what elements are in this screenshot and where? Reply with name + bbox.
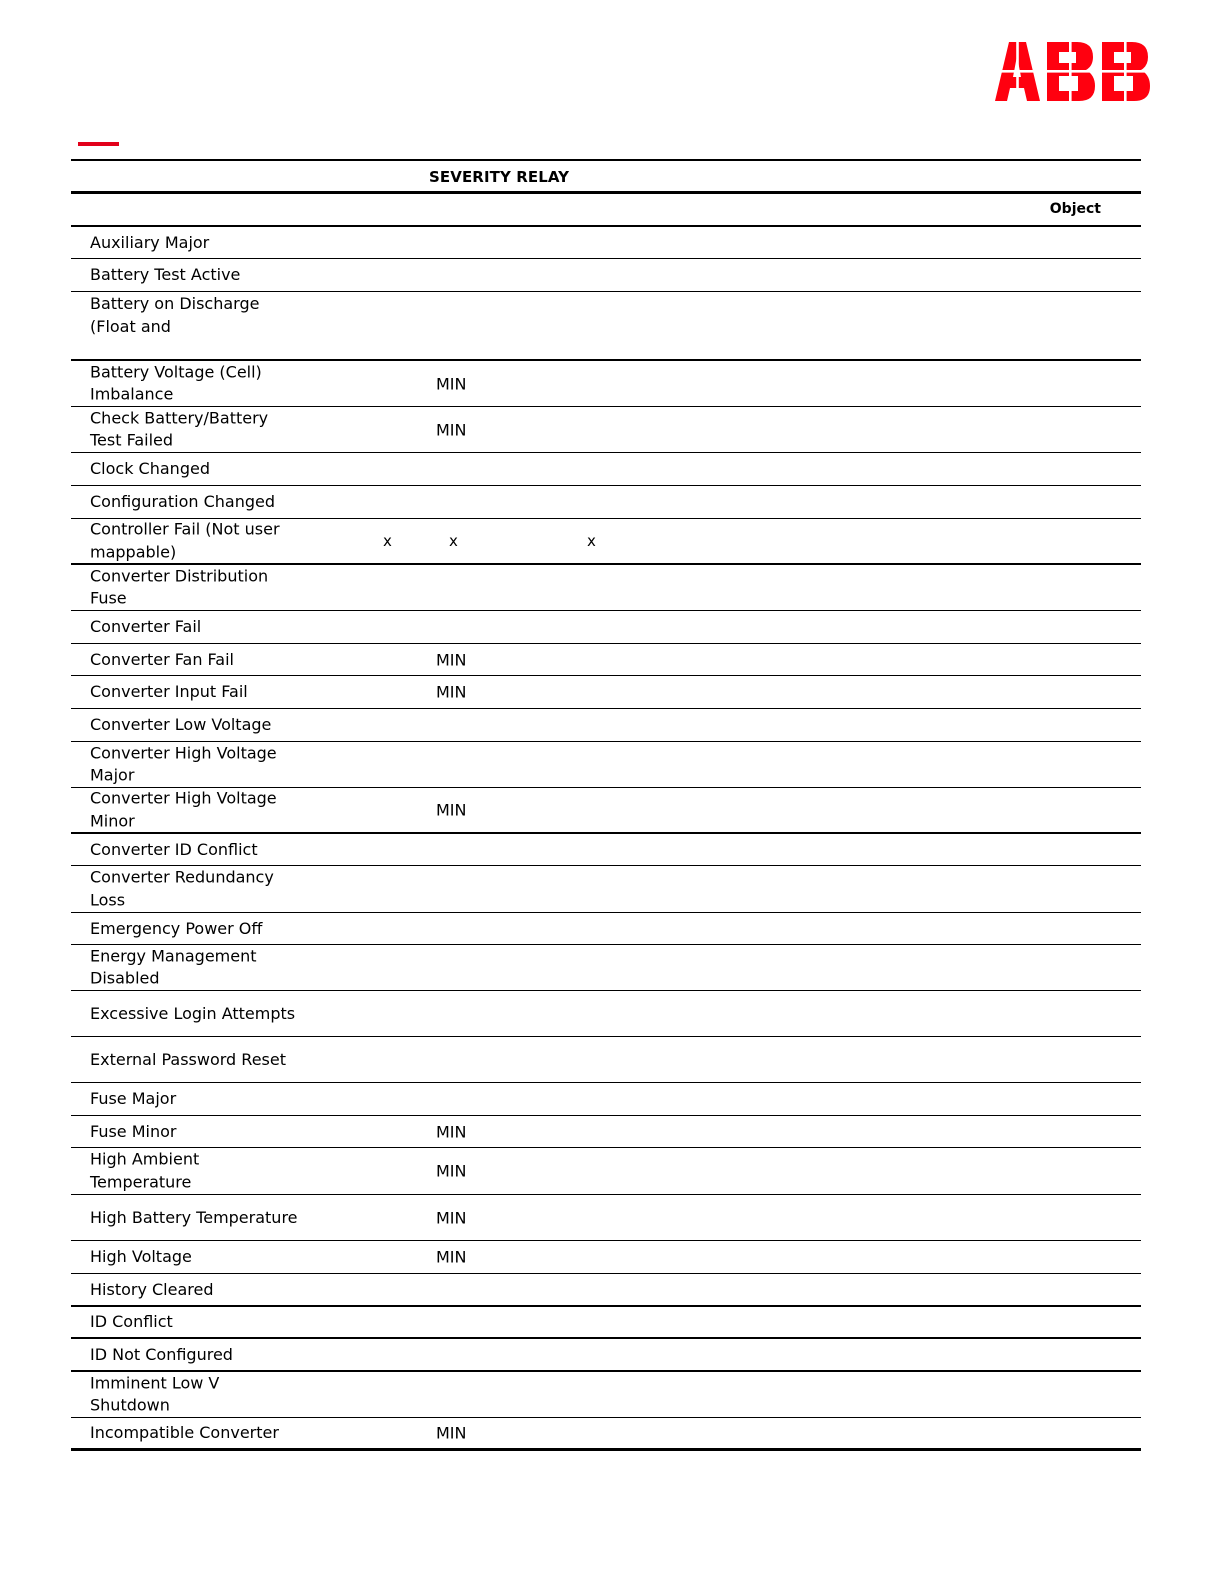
table-row bbox=[71, 292, 1141, 361]
alarm-name: Energy Management Disabled bbox=[90, 946, 257, 988]
alarm-name: Converter Fail bbox=[90, 616, 202, 636]
table-row bbox=[71, 676, 1141, 709]
severity-value: MIN bbox=[436, 1423, 467, 1443]
table-row bbox=[71, 788, 1141, 834]
alarm-name: Configuration Changed bbox=[90, 491, 276, 511]
alarm-name: Incompatible Converter bbox=[90, 1422, 279, 1442]
alarm-name: Excessive Login Attempts bbox=[90, 1003, 296, 1023]
table-row bbox=[71, 565, 1141, 611]
alarm-name: ID Conflict bbox=[90, 1311, 173, 1331]
mark-x: x bbox=[449, 532, 458, 550]
table-row bbox=[71, 259, 1141, 292]
table-row bbox=[71, 1418, 1141, 1451]
table-title-row bbox=[71, 159, 1141, 194]
severity-value: MIN bbox=[436, 1161, 467, 1181]
table-row bbox=[71, 991, 1141, 1037]
table-row bbox=[71, 1274, 1141, 1307]
table-row bbox=[71, 834, 1141, 866]
severity-value: MIN bbox=[436, 1247, 467, 1267]
table-row bbox=[71, 227, 1141, 259]
table-row bbox=[71, 1037, 1141, 1083]
table-row bbox=[71, 519, 1141, 565]
alarm-name: High Battery Temperature bbox=[90, 1207, 298, 1227]
severity-value: MIN bbox=[436, 1208, 467, 1227]
table-row bbox=[71, 1372, 1141, 1418]
table-row bbox=[71, 361, 1141, 407]
alarm-name: Auxiliary Major bbox=[90, 232, 210, 252]
alarm-name: Converter ID Conflict bbox=[90, 839, 258, 859]
table-row bbox=[71, 1307, 1141, 1339]
accent-bar bbox=[78, 142, 119, 146]
table-row bbox=[71, 742, 1141, 788]
table-row bbox=[71, 1195, 1141, 1241]
abb-logo bbox=[993, 38, 1157, 104]
table-title: SEVERITY RELAY bbox=[429, 168, 570, 186]
alarm-name: Converter Distribution Fuse bbox=[90, 566, 269, 608]
severity-value: MIN bbox=[436, 1122, 467, 1141]
alarm-name: Clock Changed bbox=[90, 458, 210, 478]
table-row bbox=[71, 945, 1141, 991]
table-row bbox=[71, 1339, 1141, 1372]
table-row bbox=[71, 913, 1141, 945]
severity-value: MIN bbox=[436, 650, 467, 669]
alarm-name: Converter High Voltage Minor bbox=[90, 788, 277, 830]
alarm-name: Imminent Low V Shutdown bbox=[90, 1373, 220, 1415]
table-row bbox=[71, 611, 1141, 644]
table-row bbox=[71, 644, 1141, 676]
severity-value: MIN bbox=[436, 374, 467, 393]
alarm-name: Fuse Minor bbox=[90, 1121, 177, 1141]
alarm-name: Controller Fail (Not user mappable) bbox=[90, 519, 280, 561]
table-row bbox=[71, 1241, 1141, 1274]
severity-value: MIN bbox=[436, 800, 467, 820]
table-row bbox=[71, 407, 1141, 453]
severity-value: MIN bbox=[436, 682, 467, 702]
alarm-name: Converter Input Fail bbox=[90, 681, 248, 701]
alarm-name: Converter Redundancy Loss bbox=[90, 867, 274, 909]
object-column-header: Object bbox=[1049, 201, 1101, 217]
alarm-name: High Ambient Temperature bbox=[90, 1149, 200, 1191]
alarm-name: Battery Voltage (Cell) Imbalance bbox=[90, 362, 262, 404]
severity-value: MIN bbox=[436, 420, 467, 439]
alarm-name: ID Not Configured bbox=[90, 1344, 233, 1364]
table-row bbox=[71, 1116, 1141, 1148]
table-row bbox=[71, 1083, 1141, 1116]
mark-x: x bbox=[383, 532, 392, 550]
alarm-name: High Voltage bbox=[90, 1246, 192, 1266]
alarm-name: Check Battery/Battery Test Failed bbox=[90, 408, 269, 450]
alarm-name: Converter High Voltage Major bbox=[90, 743, 277, 785]
alarm-name: Emergency Power Off bbox=[90, 918, 263, 938]
mark-x: x bbox=[587, 532, 596, 550]
table-row bbox=[71, 709, 1141, 742]
alarm-name: Converter Low Voltage bbox=[90, 714, 272, 734]
table-row bbox=[71, 486, 1141, 519]
table-row bbox=[71, 866, 1141, 913]
table-row bbox=[71, 453, 1141, 486]
table-header-row bbox=[71, 194, 1141, 227]
table-row bbox=[71, 1148, 1141, 1195]
alarm-name: Battery Test Active bbox=[90, 264, 241, 284]
alarm-name: Converter Fan Fail bbox=[90, 649, 234, 669]
alarm-name: External Password Reset bbox=[90, 1049, 286, 1069]
alarm-name: Battery on Discharge (Float and bbox=[90, 294, 260, 336]
alarm-name: History Cleared bbox=[90, 1279, 214, 1299]
severity-table bbox=[71, 159, 1141, 1451]
alarm-name: Fuse Major bbox=[90, 1088, 177, 1108]
